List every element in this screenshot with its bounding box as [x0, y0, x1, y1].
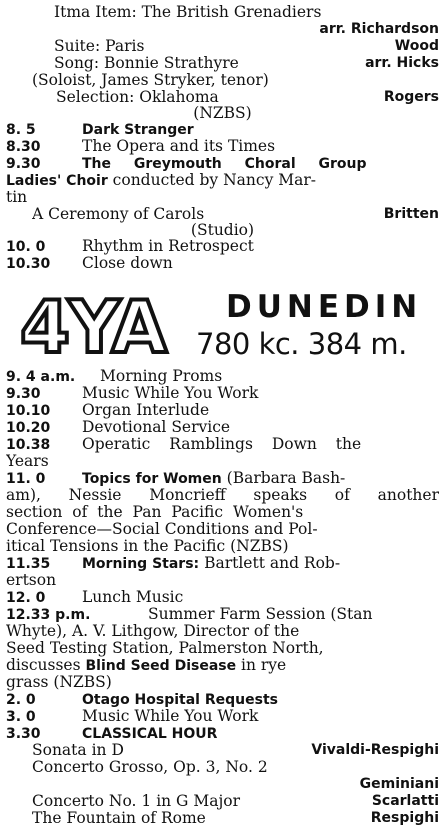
composer-credit: Britten	[383, 206, 439, 222]
program-note: ertson	[6, 572, 57, 589]
listing-line	[6, 419, 439, 436]
time-label: 8. 5	[6, 122, 36, 138]
program-title: Operatic Ramblings Down the	[82, 436, 362, 453]
source-tag: (NZBS)	[193, 105, 252, 122]
listing-line	[32, 759, 439, 776]
listing-line	[6, 623, 439, 640]
listing-line	[6, 470, 439, 487]
station-frequency: 780 kc. 384 m.	[196, 327, 407, 361]
listing-line	[6, 155, 439, 172]
time-label: 3.30	[6, 726, 41, 742]
listing-line	[6, 222, 439, 239]
program-note: Bartlett and Rob-	[199, 555, 341, 572]
program-title: Morning Proms	[100, 368, 223, 385]
program-title: Organ Interlude	[82, 402, 210, 419]
listing-line	[6, 21, 439, 38]
listing-line	[6, 776, 439, 793]
listing-line	[6, 385, 439, 402]
program-note: Seed Testing Station, Palmerston North,	[6, 640, 324, 657]
program-note: am), Nessie Moncrieff speaks of another	[6, 487, 439, 504]
listing-line	[6, 238, 439, 255]
program-title: Sonata in D	[32, 742, 124, 759]
composer-credit: Vivaldi-Respighi	[311, 742, 439, 758]
listing-line	[32, 206, 439, 223]
listing-line	[32, 793, 439, 810]
program-title: Concerto No. 1 in G Major	[32, 793, 241, 810]
composer-credit: arr. Hicks	[365, 55, 439, 71]
listing-line	[6, 589, 439, 606]
program-note: Whyte), A. V. Lithgow, Director of the	[6, 623, 300, 640]
program-title: Concerto Grosso, Op. 3, No. 2	[32, 759, 268, 776]
time-label: 9.30	[6, 156, 41, 172]
program-note: in rye	[236, 657, 287, 674]
program-title: Suite: Paris	[54, 38, 145, 55]
listing-line	[6, 402, 439, 419]
program-title: Dark Stranger	[82, 122, 194, 138]
program-note: (Soloist, James Stryker, tenor)	[32, 72, 269, 89]
listing-line	[6, 121, 439, 138]
program-title: Devotional Service	[82, 419, 231, 436]
listing-line	[6, 657, 439, 674]
listing-line	[6, 368, 439, 385]
listing-line	[6, 725, 439, 742]
time-label: 12. 0	[6, 590, 46, 606]
composer-credit: arr. Richardson	[319, 21, 439, 37]
listing-line	[6, 487, 439, 504]
listing-line	[6, 436, 439, 453]
program-title: The Fountain of Rome	[32, 810, 206, 827]
composer-credit: Respighi	[370, 810, 439, 826]
program-title: The Opera and its Times	[82, 138, 276, 155]
time-label: 3. 0	[6, 709, 36, 725]
listing-line	[32, 810, 439, 827]
program-title: A Ceremony of Carols	[32, 206, 205, 223]
program-title: Blind Seed Disease	[85, 658, 237, 674]
listing-line	[6, 606, 439, 623]
listing-line	[6, 640, 439, 657]
listing-line	[56, 89, 439, 106]
time-label: 9.30	[6, 386, 41, 402]
listing-line	[54, 38, 439, 55]
listing-line	[6, 255, 439, 272]
composer-credit: Rogers	[383, 89, 439, 105]
time-label: 12.33 p.m.	[6, 607, 91, 623]
program-note: Conference—Social Conditions and Pol-	[6, 521, 318, 538]
listing-line	[6, 189, 439, 206]
program-title: Close down	[82, 255, 173, 272]
listing-line	[6, 572, 439, 589]
composer-credit: Scarlatti	[371, 793, 439, 809]
program-title: CLASSICAL HOUR	[82, 726, 218, 742]
program-note: discusses	[6, 657, 86, 674]
program-title: Song: Bonnie Strathyre	[54, 55, 239, 72]
composer-credit: Wood	[394, 38, 439, 54]
program-note: tin	[6, 189, 28, 206]
listing-line	[32, 72, 439, 89]
program-title: Summer Farm Session (Stan	[148, 606, 373, 623]
time-label: 10.20	[6, 420, 51, 436]
station-name: DUNEDIN	[226, 289, 423, 325]
program-title: Itma Item: The British Grenadiers	[54, 4, 322, 21]
time-label: 11.35	[6, 556, 51, 572]
listing-line	[6, 691, 439, 708]
time-label: 9. 4 a.m.	[6, 369, 76, 385]
listing-line	[54, 4, 439, 21]
listing-line	[6, 504, 439, 521]
time-label: 8.30	[6, 139, 41, 155]
station-logo	[18, 290, 193, 358]
program-title: Selection: Oklahoma	[56, 89, 219, 106]
time-label: 11. 0	[6, 471, 46, 487]
program-note: grass (NZBS)	[6, 674, 112, 691]
program-title: Music While You Work	[82, 708, 259, 725]
program-note: (Barbara Bash-	[221, 470, 346, 487]
program-title: Ladies' Choir	[6, 173, 108, 189]
listing-line	[6, 172, 439, 189]
program-title: Years	[6, 453, 49, 470]
program-title: Rhythm in Retrospect	[82, 238, 254, 255]
time-label: 10.10	[6, 403, 51, 419]
program-title: Topics for Women	[82, 471, 222, 487]
listing-line	[6, 708, 439, 725]
program-note: itical Tensions in the Pacific (NZBS)	[6, 538, 289, 555]
composer-credit: Geminiani	[359, 776, 439, 792]
program-title: Otago Hospital Requests	[82, 692, 278, 708]
station-logo-text: 4YA	[20, 290, 166, 358]
listing-line	[32, 742, 439, 759]
program-note: section of the Pan Pacific Women's	[6, 504, 304, 521]
listing-line	[6, 453, 439, 470]
time-label: 10. 0	[6, 239, 46, 255]
program-title: The Greymouth Choral Group	[82, 156, 367, 172]
listing-line	[6, 138, 439, 155]
listing-line	[6, 105, 439, 122]
program-title: Music While You Work	[82, 385, 259, 402]
listing-line	[6, 555, 439, 572]
listing-line	[54, 55, 439, 72]
listing-line	[6, 521, 439, 538]
program-title: Lunch Music	[82, 589, 184, 606]
listing-line	[6, 538, 439, 555]
program-title: Morning Stars:	[82, 556, 200, 572]
listing-line	[6, 674, 439, 691]
time-label: 2. 0	[6, 692, 36, 708]
time-label: 10.38	[6, 437, 51, 453]
program-note: conducted by Nancy Mar-	[107, 172, 317, 189]
source-tag: (Studio)	[190, 222, 255, 239]
time-label: 10.30	[6, 256, 51, 272]
